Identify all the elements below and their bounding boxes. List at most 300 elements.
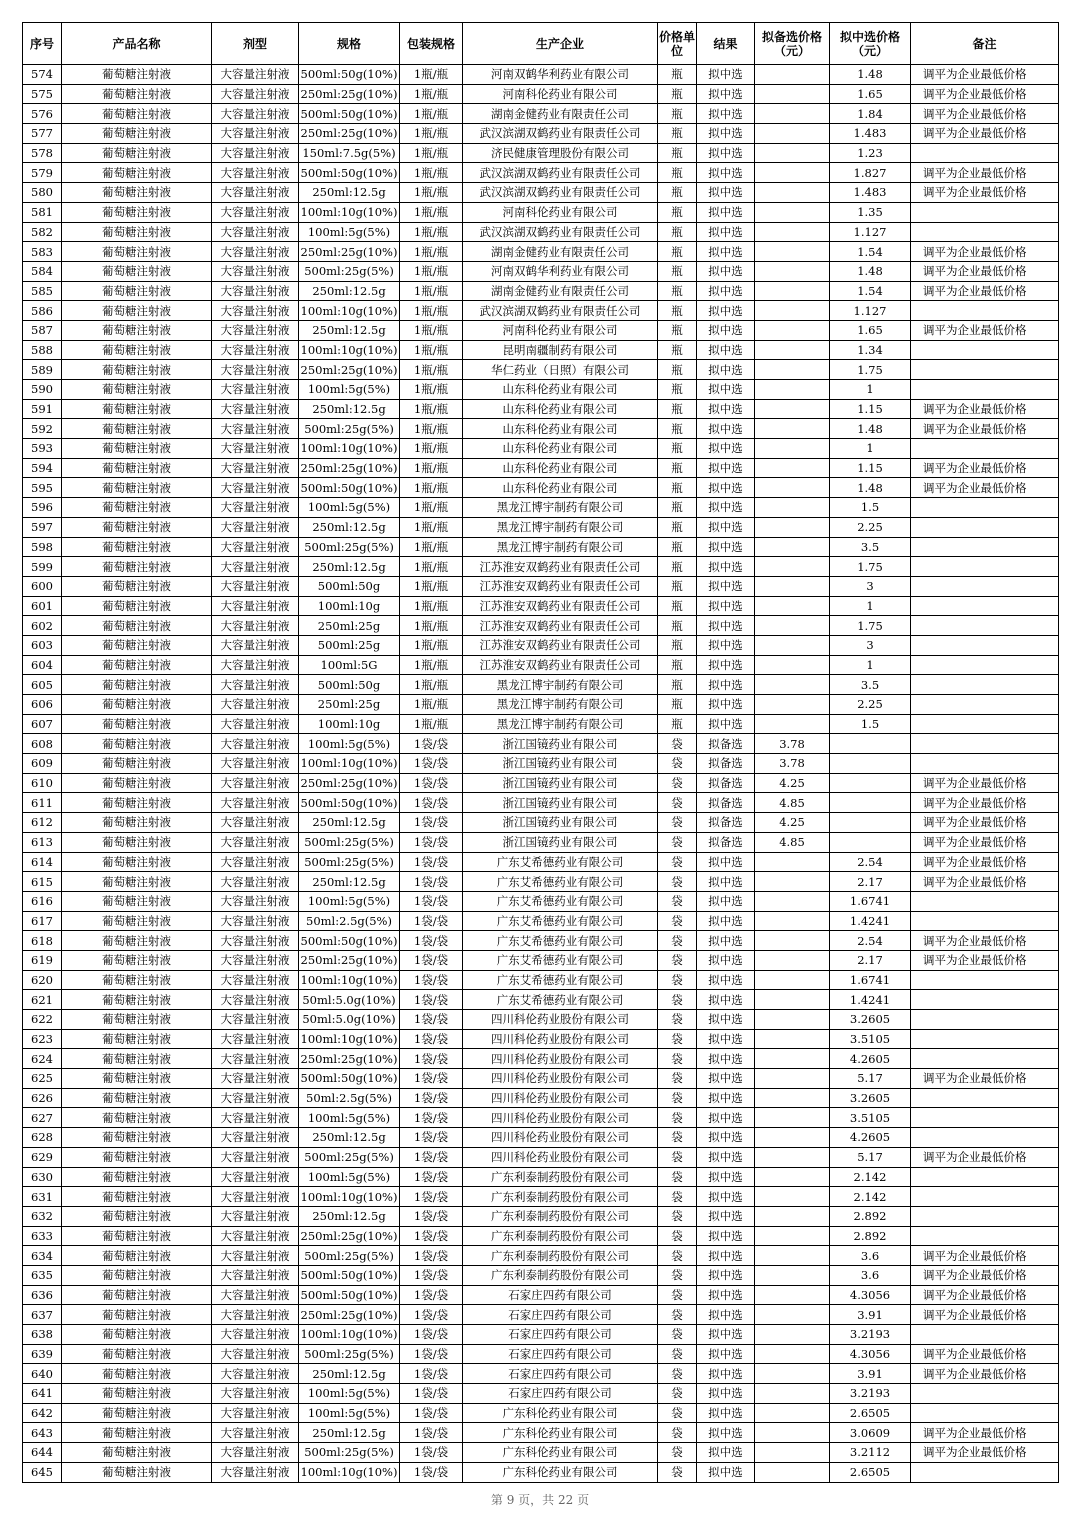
cell-selected-price: 1.23	[830, 143, 911, 163]
cell-product-name: 葡萄糖注射液	[62, 1029, 212, 1049]
cell-package: 1瓶/瓶	[400, 655, 463, 675]
cell-manufacturer: 武汉滨湖双鹤药业有限责任公司	[463, 222, 658, 242]
cell-selected-price: 3.2605	[830, 1088, 911, 1108]
cell-index: 603	[23, 635, 62, 655]
cell-selected-price: 3.0609	[830, 1423, 911, 1443]
cell-spec: 100ml:10g	[299, 596, 400, 616]
cell-price-unit: 袋	[658, 1108, 697, 1128]
cell-price-unit: 袋	[658, 1029, 697, 1049]
cell-product-name: 葡萄糖注射液	[62, 301, 212, 321]
cell-package: 1袋/袋	[400, 754, 463, 774]
cell-selected-price: 2.25	[830, 517, 911, 537]
cell-spec: 250ml:25g(10%)	[299, 1049, 400, 1069]
cell-backup-price	[755, 498, 830, 518]
header-result: 结果	[697, 23, 755, 65]
cell-product-name: 葡萄糖注射液	[62, 832, 212, 852]
cell-manufacturer: 四川科伦药业股份有限公司	[463, 1049, 658, 1069]
cell-spec: 250ml:12.5g	[299, 813, 400, 833]
cell-package: 1瓶/瓶	[400, 557, 463, 577]
cell-index: 574	[23, 65, 62, 85]
cell-index: 582	[23, 222, 62, 242]
cell-package: 1袋/袋	[400, 1443, 463, 1463]
cell-price-unit: 袋	[658, 1147, 697, 1167]
cell-remark	[911, 616, 1059, 636]
cell-package: 1袋/袋	[400, 1029, 463, 1049]
cell-product-name: 葡萄糖注射液	[62, 1010, 212, 1030]
cell-spec: 500ml:25g	[299, 635, 400, 655]
cell-backup-price	[755, 242, 830, 262]
cell-remark: 调平为企业最低价格	[911, 183, 1059, 203]
cell-remark	[911, 517, 1059, 537]
cell-result: 拟中选	[697, 1187, 755, 1207]
cell-spec: 50ml:5.0g(10%)	[299, 990, 400, 1010]
cell-backup-price	[755, 891, 830, 911]
cell-backup-price	[755, 557, 830, 577]
cell-package: 1瓶/瓶	[400, 675, 463, 695]
cell-index: 587	[23, 320, 62, 340]
cell-selected-price: 1	[830, 380, 911, 400]
cell-manufacturer: 河南科伦药业有限公司	[463, 320, 658, 340]
cell-package: 1瓶/瓶	[400, 183, 463, 203]
cell-index: 583	[23, 242, 62, 262]
cell-manufacturer: 四川科伦药业股份有限公司	[463, 1147, 658, 1167]
table-row	[23, 1246, 1059, 1266]
cell-selected-price: 1	[830, 596, 911, 616]
cell-spec: 500ml:50g(10%)	[299, 1265, 400, 1285]
cell-result: 拟中选	[697, 222, 755, 242]
cell-dosage-form: 大容量注射液	[212, 576, 299, 596]
cell-manufacturer: 湖南金健药业有限责任公司	[463, 281, 658, 301]
cell-backup-price	[755, 222, 830, 242]
cell-backup-price	[755, 1029, 830, 1049]
cell-package: 1袋/袋	[400, 793, 463, 813]
cell-selected-price: 3.5105	[830, 1029, 911, 1049]
cell-package: 1袋/袋	[400, 852, 463, 872]
cell-selected-price: 4.3056	[830, 1344, 911, 1364]
cell-index: 588	[23, 340, 62, 360]
cell-price-unit: 瓶	[658, 104, 697, 124]
cell-selected-price: 1.15	[830, 399, 911, 419]
cell-spec: 100ml:10g(10%)	[299, 340, 400, 360]
cell-manufacturer: 石家庄四药有限公司	[463, 1364, 658, 1384]
cell-result: 拟中选	[697, 557, 755, 577]
cell-index: 622	[23, 1010, 62, 1030]
cell-selected-price	[830, 734, 911, 754]
cell-package: 1瓶/瓶	[400, 84, 463, 104]
table-row	[23, 1206, 1059, 1226]
cell-package: 1瓶/瓶	[400, 714, 463, 734]
cell-remark: 调平为企业最低价格	[911, 1147, 1059, 1167]
cell-price-unit: 袋	[658, 793, 697, 813]
cell-spec: 250ml:25g(10%)	[299, 360, 400, 380]
cell-index: 623	[23, 1029, 62, 1049]
cell-spec: 100ml:5g(5%)	[299, 498, 400, 518]
cell-price-unit: 袋	[658, 1246, 697, 1266]
cell-spec: 250ml:12.5g	[299, 399, 400, 419]
cell-product-name: 葡萄糖注射液	[62, 754, 212, 774]
cell-spec: 100ml:5G	[299, 655, 400, 675]
cell-backup-price	[755, 576, 830, 596]
table-row	[23, 675, 1059, 695]
cell-product-name: 葡萄糖注射液	[62, 675, 212, 695]
cell-manufacturer: 石家庄四药有限公司	[463, 1384, 658, 1404]
cell-selected-price: 2.17	[830, 872, 911, 892]
cell-result: 拟中选	[697, 183, 755, 203]
cell-product-name: 葡萄糖注射液	[62, 143, 212, 163]
cell-selected-price: 3	[830, 576, 911, 596]
cell-selected-price: 1.6741	[830, 970, 911, 990]
cell-price-unit: 瓶	[658, 478, 697, 498]
cell-index: 614	[23, 852, 62, 872]
cell-product-name: 葡萄糖注射液	[62, 399, 212, 419]
cell-backup-price	[755, 911, 830, 931]
cell-product-name: 葡萄糖注射液	[62, 1049, 212, 1069]
cell-selected-price: 1.34	[830, 340, 911, 360]
cell-selected-price: 1	[830, 655, 911, 675]
cell-remark: 调平为企业最低价格	[911, 1423, 1059, 1443]
cell-backup-price	[755, 478, 830, 498]
cell-index: 642	[23, 1403, 62, 1423]
cell-product-name: 葡萄糖注射液	[62, 222, 212, 242]
cell-remark	[911, 970, 1059, 990]
table-row	[23, 65, 1059, 85]
cell-remark: 调平为企业最低价格	[911, 1246, 1059, 1266]
cell-dosage-form: 大容量注射液	[212, 163, 299, 183]
cell-price-unit: 袋	[658, 1344, 697, 1364]
cell-manufacturer: 石家庄四药有限公司	[463, 1344, 658, 1364]
cell-manufacturer: 石家庄四药有限公司	[463, 1285, 658, 1305]
cell-package: 1袋/袋	[400, 1167, 463, 1187]
cell-selected-price: 1.5	[830, 498, 911, 518]
cell-product-name: 葡萄糖注射液	[62, 458, 212, 478]
cell-price-unit: 瓶	[658, 124, 697, 144]
cell-manufacturer: 广东利泰制药股份有限公司	[463, 1226, 658, 1246]
cell-price-unit: 瓶	[658, 84, 697, 104]
cell-product-name: 葡萄糖注射液	[62, 872, 212, 892]
cell-result: 拟备选	[697, 734, 755, 754]
cell-manufacturer: 广东利泰制药股份有限公司	[463, 1206, 658, 1226]
cell-product-name: 葡萄糖注射液	[62, 478, 212, 498]
cell-spec: 100ml:10g(10%)	[299, 1187, 400, 1207]
cell-price-unit: 瓶	[658, 380, 697, 400]
cell-manufacturer: 四川科伦药业股份有限公司	[463, 1069, 658, 1089]
cell-remark	[911, 1128, 1059, 1148]
cell-dosage-form: 大容量注射液	[212, 773, 299, 793]
cell-dosage-form: 大容量注射液	[212, 399, 299, 419]
cell-product-name: 葡萄糖注射液	[62, 419, 212, 439]
cell-remark: 调平为企业最低价格	[911, 813, 1059, 833]
cell-package: 1袋/袋	[400, 872, 463, 892]
cell-price-unit: 袋	[658, 891, 697, 911]
table-row	[23, 1325, 1059, 1345]
cell-product-name: 葡萄糖注射液	[62, 655, 212, 675]
cell-backup-price	[755, 695, 830, 715]
cell-result: 拟中选	[697, 675, 755, 695]
cell-remark: 调平为企业最低价格	[911, 1265, 1059, 1285]
cell-price-unit: 瓶	[658, 222, 697, 242]
cell-result: 拟中选	[697, 143, 755, 163]
cell-result: 拟中选	[697, 852, 755, 872]
cell-backup-price	[755, 517, 830, 537]
cell-price-unit: 袋	[658, 1206, 697, 1226]
cell-dosage-form: 大容量注射液	[212, 852, 299, 872]
cell-dosage-form: 大容量注射液	[212, 498, 299, 518]
cell-spec: 500ml:50g(10%)	[299, 931, 400, 951]
cell-price-unit: 袋	[658, 734, 697, 754]
cell-dosage-form: 大容量注射液	[212, 1443, 299, 1463]
table-body	[23, 65, 1059, 1483]
cell-remark	[911, 360, 1059, 380]
cell-manufacturer: 武汉滨湖双鹤药业有限责任公司	[463, 124, 658, 144]
cell-backup-price	[755, 1049, 830, 1069]
cell-result: 拟中选	[697, 911, 755, 931]
table-row	[23, 163, 1059, 183]
cell-backup-price: 3.78	[755, 754, 830, 774]
cell-index: 595	[23, 478, 62, 498]
cell-selected-price: 3	[830, 635, 911, 655]
cell-spec: 500ml:50g(10%)	[299, 1069, 400, 1089]
cell-price-unit: 瓶	[658, 439, 697, 459]
cell-index: 636	[23, 1285, 62, 1305]
cell-dosage-form: 大容量注射液	[212, 1128, 299, 1148]
cell-result: 拟中选	[697, 1206, 755, 1226]
cell-spec: 50ml:5.0g(10%)	[299, 1010, 400, 1030]
cell-dosage-form: 大容量注射液	[212, 872, 299, 892]
cell-index: 590	[23, 380, 62, 400]
cell-backup-price	[755, 675, 830, 695]
cell-package: 1袋/袋	[400, 813, 463, 833]
cell-dosage-form: 大容量注射液	[212, 1462, 299, 1482]
cell-product-name: 葡萄糖注射液	[62, 1147, 212, 1167]
cell-index: 585	[23, 281, 62, 301]
cell-spec: 500ml:50g(10%)	[299, 478, 400, 498]
cell-product-name: 葡萄糖注射液	[62, 950, 212, 970]
cell-price-unit: 袋	[658, 990, 697, 1010]
cell-backup-price	[755, 635, 830, 655]
cell-manufacturer: 山东科伦药业有限公司	[463, 380, 658, 400]
cell-product-name: 葡萄糖注射液	[62, 1403, 212, 1423]
cell-result: 拟中选	[697, 1443, 755, 1463]
cell-spec: 500ml:25g(5%)	[299, 1246, 400, 1266]
cell-product-name: 葡萄糖注射液	[62, 498, 212, 518]
cell-backup-price	[755, 380, 830, 400]
cell-dosage-form: 大容量注射液	[212, 695, 299, 715]
table-row	[23, 1128, 1059, 1148]
table-row	[23, 517, 1059, 537]
cell-result: 拟中选	[697, 1423, 755, 1443]
cell-product-name: 葡萄糖注射液	[62, 1423, 212, 1443]
cell-backup-price	[755, 1206, 830, 1226]
cell-selected-price: 3.2193	[830, 1325, 911, 1345]
cell-product-name: 葡萄糖注射液	[62, 163, 212, 183]
cell-package: 1瓶/瓶	[400, 320, 463, 340]
cell-spec: 100ml:10g(10%)	[299, 970, 400, 990]
cell-manufacturer: 广东艾希德药业有限公司	[463, 891, 658, 911]
cell-product-name: 葡萄糖注射液	[62, 1325, 212, 1345]
cell-package: 1瓶/瓶	[400, 695, 463, 715]
cell-manufacturer: 山东科伦药业有限公司	[463, 478, 658, 498]
cell-package: 1瓶/瓶	[400, 635, 463, 655]
cell-price-unit: 瓶	[658, 340, 697, 360]
cell-index: 619	[23, 950, 62, 970]
cell-manufacturer: 广东艾希德药业有限公司	[463, 931, 658, 951]
cell-backup-price	[755, 1325, 830, 1345]
cell-package: 1袋/袋	[400, 1325, 463, 1345]
cell-index: 625	[23, 1069, 62, 1089]
cell-manufacturer: 河南科伦药业有限公司	[463, 202, 658, 222]
cell-result: 拟中选	[697, 1246, 755, 1266]
cell-product-name: 葡萄糖注射液	[62, 1206, 212, 1226]
cell-package: 1袋/袋	[400, 734, 463, 754]
table-row	[23, 950, 1059, 970]
cell-product-name: 葡萄糖注射液	[62, 1069, 212, 1089]
cell-spec: 100ml:5g(5%)	[299, 1403, 400, 1423]
cell-index: 584	[23, 261, 62, 281]
cell-price-unit: 瓶	[658, 576, 697, 596]
cell-dosage-form: 大容量注射液	[212, 596, 299, 616]
cell-backup-price	[755, 1364, 830, 1384]
cell-remark	[911, 340, 1059, 360]
cell-dosage-form: 大容量注射液	[212, 655, 299, 675]
cell-index: 639	[23, 1344, 62, 1364]
cell-price-unit: 瓶	[658, 596, 697, 616]
cell-dosage-form: 大容量注射液	[212, 261, 299, 281]
cell-backup-price: 3.78	[755, 734, 830, 754]
table-row	[23, 1403, 1059, 1423]
cell-result: 拟中选	[697, 1010, 755, 1030]
cell-product-name: 葡萄糖注射液	[62, 891, 212, 911]
cell-result: 拟中选	[697, 104, 755, 124]
cell-remark: 调平为企业最低价格	[911, 1305, 1059, 1325]
cell-selected-price	[830, 832, 911, 852]
cell-selected-price: 2.892	[830, 1226, 911, 1246]
cell-result: 拟中选	[697, 970, 755, 990]
cell-spec: 250ml:25g(10%)	[299, 773, 400, 793]
cell-spec: 250ml:25g(10%)	[299, 242, 400, 262]
cell-backup-price	[755, 261, 830, 281]
cell-manufacturer: 武汉滨湖双鹤药业有限责任公司	[463, 163, 658, 183]
cell-index: 605	[23, 675, 62, 695]
cell-remark	[911, 537, 1059, 557]
cell-product-name: 葡萄糖注射液	[62, 911, 212, 931]
cell-price-unit: 瓶	[658, 517, 697, 537]
cell-index: 579	[23, 163, 62, 183]
cell-selected-price: 1.127	[830, 301, 911, 321]
table-row	[23, 616, 1059, 636]
page-footer: 第 9 页，共 22 页	[490, 1493, 590, 1507]
cell-remark	[911, 1226, 1059, 1246]
table-row	[23, 1384, 1059, 1404]
cell-remark	[911, 557, 1059, 577]
cell-dosage-form: 大容量注射液	[212, 1364, 299, 1384]
cell-remark: 调平为企业最低价格	[911, 1344, 1059, 1364]
cell-price-unit: 袋	[658, 1128, 697, 1148]
cell-dosage-form: 大容量注射液	[212, 380, 299, 400]
cell-index: 610	[23, 773, 62, 793]
cell-selected-price: 1.15	[830, 458, 911, 478]
cell-remark: 调平为企业最低价格	[911, 281, 1059, 301]
cell-price-unit: 瓶	[658, 537, 697, 557]
cell-backup-price	[755, 340, 830, 360]
cell-package: 1瓶/瓶	[400, 576, 463, 596]
cell-product-name: 葡萄糖注射液	[62, 380, 212, 400]
cell-selected-price: 2.142	[830, 1167, 911, 1187]
cell-backup-price	[755, 990, 830, 1010]
cell-backup-price: 4.85	[755, 832, 830, 852]
cell-spec: 100ml:10g(10%)	[299, 1029, 400, 1049]
cell-selected-price: 1.65	[830, 320, 911, 340]
cell-price-unit: 瓶	[658, 399, 697, 419]
cell-remark	[911, 576, 1059, 596]
cell-result: 拟中选	[697, 714, 755, 734]
cell-manufacturer: 广东利泰制药股份有限公司	[463, 1265, 658, 1285]
cell-package: 1瓶/瓶	[400, 596, 463, 616]
cell-backup-price: 4.25	[755, 813, 830, 833]
cell-manufacturer: 广东艾希德药业有限公司	[463, 852, 658, 872]
cell-selected-price: 1.65	[830, 84, 911, 104]
table-row	[23, 222, 1059, 242]
table-row	[23, 754, 1059, 774]
cell-package: 1袋/袋	[400, 1364, 463, 1384]
cell-remark	[911, 911, 1059, 931]
cell-backup-price	[755, 1443, 830, 1463]
cell-dosage-form: 大容量注射液	[212, 419, 299, 439]
cell-result: 拟备选	[697, 754, 755, 774]
cell-result: 拟中选	[697, 340, 755, 360]
cell-index: 580	[23, 183, 62, 203]
cell-selected-price: 2.25	[830, 695, 911, 715]
cell-remark	[911, 301, 1059, 321]
cell-index: 592	[23, 419, 62, 439]
cell-spec: 250ml:12.5g	[299, 517, 400, 537]
cell-spec: 250ml:25g	[299, 695, 400, 715]
cell-remark	[911, 734, 1059, 754]
cell-backup-price	[755, 1226, 830, 1246]
cell-manufacturer: 山东科伦药业有限公司	[463, 458, 658, 478]
cell-result: 拟中选	[697, 458, 755, 478]
cell-selected-price: 3.5	[830, 537, 911, 557]
cell-result: 拟中选	[697, 202, 755, 222]
table-row	[23, 1049, 1059, 1069]
cell-product-name: 葡萄糖注射液	[62, 635, 212, 655]
cell-spec: 150ml:7.5g(5%)	[299, 143, 400, 163]
cell-price-unit: 瓶	[658, 65, 697, 85]
cell-manufacturer: 广东科伦药业有限公司	[463, 1423, 658, 1443]
cell-index: 628	[23, 1128, 62, 1148]
cell-selected-price	[830, 813, 911, 833]
cell-backup-price	[755, 1147, 830, 1167]
cell-manufacturer: 四川科伦药业股份有限公司	[463, 1088, 658, 1108]
cell-manufacturer: 武汉滨湖双鹤药业有限责任公司	[463, 301, 658, 321]
cell-price-unit: 袋	[658, 1285, 697, 1305]
cell-remark	[911, 1206, 1059, 1226]
cell-spec: 500ml:50g(10%)	[299, 65, 400, 85]
cell-remark	[911, 1462, 1059, 1482]
cell-manufacturer: 石家庄四药有限公司	[463, 1325, 658, 1345]
cell-index: 640	[23, 1364, 62, 1384]
cell-result: 拟中选	[697, 1344, 755, 1364]
cell-spec: 100ml:5g(5%)	[299, 222, 400, 242]
table-row	[23, 261, 1059, 281]
cell-package: 1袋/袋	[400, 931, 463, 951]
cell-backup-price	[755, 970, 830, 990]
cell-product-name: 葡萄糖注射液	[62, 970, 212, 990]
cell-backup-price	[755, 1088, 830, 1108]
cell-package: 1袋/袋	[400, 911, 463, 931]
cell-selected-price: 1.483	[830, 183, 911, 203]
cell-remark: 调平为企业最低价格	[911, 320, 1059, 340]
cell-product-name: 葡萄糖注射液	[62, 576, 212, 596]
